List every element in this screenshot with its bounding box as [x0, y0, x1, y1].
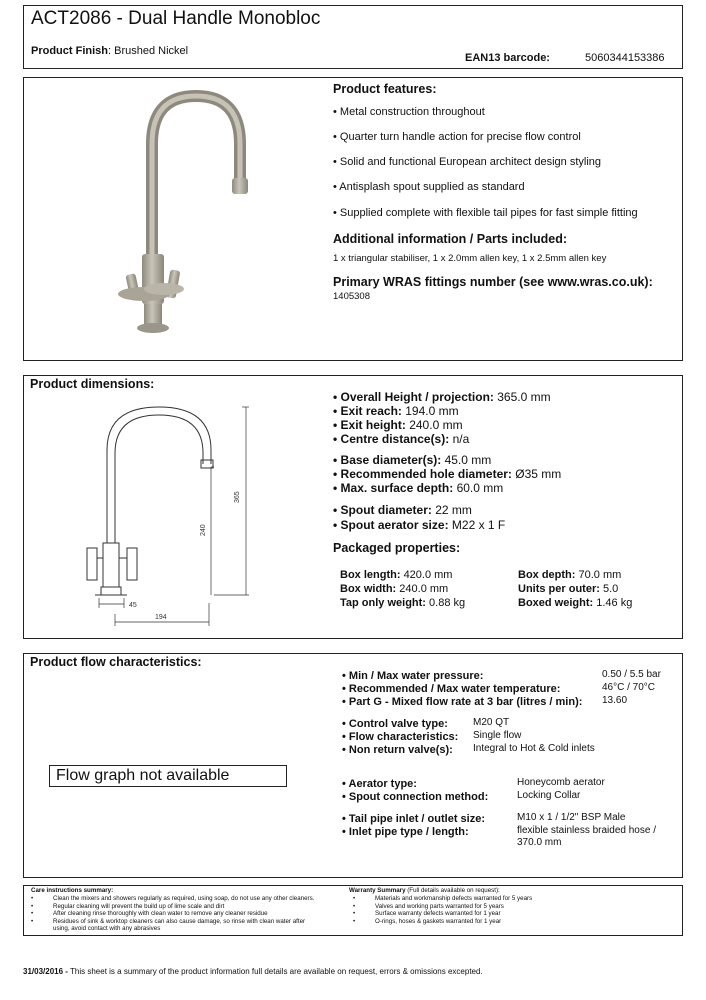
packaged-label: Tap only weight:: [340, 597, 426, 609]
bullet: •: [353, 917, 356, 925]
dimension-line: [333, 467, 561, 481]
packaged-item: [518, 583, 618, 595]
dimension-line: [333, 503, 472, 517]
dimensions-heading: Product dimensions:: [30, 377, 155, 391]
care-section: [27, 887, 347, 935]
packaged-value: 1.46 kg: [596, 597, 633, 609]
packaged-label: Boxed weight:: [518, 597, 594, 609]
list-item: • Solid and functional European architect design styling: [333, 156, 602, 168]
list-item: • Antisplash spout supplied as standard: [333, 181, 525, 193]
flow-row: [342, 744, 453, 756]
dimension-label: • Overall Height / projection:: [333, 390, 494, 404]
wras-number: 1405308: [333, 291, 370, 302]
additional-info-text: 1 x triangular stabiliser, 1 x 2.0mm allen key, 1 x 2.5mm allen key: [333, 253, 607, 264]
bullet: •: [31, 895, 34, 902]
dimension-label: • Spout aerator size:: [333, 518, 449, 532]
dimension-line: [333, 390, 551, 404]
product-title: ACT2086 - Dual Handle Monobloc: [31, 8, 321, 29]
packaged-label: Box depth:: [518, 569, 576, 581]
list-item-text: O-rings, hoses & gaskets warranted for 1 year: [375, 917, 502, 925]
packaged-label: Units per outer:: [518, 583, 600, 595]
dimension-label: • Base diameter(s):: [333, 453, 442, 467]
dimensions-box: [23, 375, 683, 639]
dimension-label: • Spout diameter:: [333, 503, 432, 517]
dimension-line: [333, 518, 505, 532]
dimension-label: • Exit height:: [333, 418, 406, 432]
flow-value: 46°C / 70°C: [602, 682, 656, 693]
wras-heading: Primary WRAS fittings number (see www.wras.co.uk):: [333, 275, 653, 289]
flow-row: [342, 731, 458, 743]
list-item-text: After cleaning rinse thoroughly with clean water to remove any cleaner residue: [53, 910, 268, 918]
packaged-label: Box width:: [340, 583, 397, 595]
list-item-text: Residues of sink & worktop cleaners can also cause damage, so rinse with clean water after: [53, 917, 306, 925]
bullet: •: [31, 910, 34, 918]
care-warranty-box: [23, 885, 683, 936]
dimension-label: • Exit reach:: [333, 404, 402, 418]
flow-value: Honeycomb aerator: [517, 777, 605, 788]
list-item-text: Clean the mixers and showers regularly as required, using soap, do not use any other cleaners.: [53, 895, 315, 902]
footer-note: [23, 967, 483, 976]
flow-label: • Inlet pipe type / length:: [342, 826, 469, 838]
barcode-value: 5060344153386: [585, 52, 665, 64]
flow-graph-placeholder: Flow graph not available: [49, 765, 287, 787]
flow-label: • Flow characteristics:: [342, 731, 459, 743]
packaged-item: [340, 597, 465, 609]
dimension-value: 365.0 mm: [493, 390, 551, 404]
dimension-line: [333, 432, 469, 446]
flow-row: [342, 778, 417, 790]
dimension-label: • Max. surface depth:: [333, 481, 454, 495]
product-finish: [31, 45, 188, 57]
packaged-item: [518, 597, 632, 609]
dimension-value: n/a: [449, 432, 470, 446]
care-heading: Care instructions summary:: [31, 887, 114, 894]
bullet: •: [353, 895, 356, 902]
dimension-drawing: [79, 398, 319, 638]
packaged-value: 240.0 mm: [399, 583, 449, 595]
flow-value: flexible stainless braided hose /: [517, 825, 656, 836]
list-item-text: Valves and working parts warranted for 5 years: [375, 902, 504, 910]
packaged-item: [340, 583, 448, 595]
dimension-label: • Recommended hole diameter:: [333, 467, 512, 481]
list-item: • Quarter turn handle action for precise flow control: [333, 131, 581, 143]
dimension-value: 60.0 mm: [453, 481, 504, 495]
dim-label-base: 45: [129, 602, 137, 609]
features-heading: Product features:: [333, 82, 437, 96]
dimension-line: [333, 418, 463, 432]
dimension-value: 240.0 mm: [405, 418, 463, 432]
dimension-value: 45.0 mm: [441, 453, 492, 467]
warranty-note: (Full details available on request):: [405, 887, 500, 894]
barcode-label: EAN13 barcode:: [465, 52, 550, 64]
flow-value: 13.60: [602, 695, 628, 706]
warranty-heading: Warranty Summary: [349, 887, 406, 894]
header-box: [23, 5, 683, 69]
dimension-value: 194.0 mm: [401, 404, 459, 418]
list-item: • Metal construction throughout: [333, 106, 485, 118]
footer-date: 31/03/2016 -: [23, 967, 68, 976]
flow-row: [342, 826, 469, 838]
dimension-line: [333, 453, 491, 467]
flow-box: [23, 653, 683, 878]
warranty-section: [349, 887, 679, 935]
flow-label: • Recommended / Max water temperature:: [342, 683, 561, 695]
dimension-value: 22 mm: [431, 503, 472, 517]
care-continuation: using, avoid contact with any abrasives: [53, 925, 161, 933]
flow-value: 0.50 / 5.5 bar: [602, 669, 661, 680]
packaged-value: 420.0 mm: [403, 569, 453, 581]
flow-value: Locking Collar: [517, 790, 581, 801]
flow-row: [342, 683, 560, 695]
list-item-text: Materials and workmanship defects warranted for 5 years: [375, 895, 533, 902]
footer-text: This sheet is a summary of the product information full details are available on request, errors & omissions excepted.: [67, 967, 483, 976]
bullet: •: [353, 910, 356, 918]
dim-label-reach: 194: [155, 614, 167, 621]
bullet: •: [353, 902, 356, 910]
flow-label: • Tail pipe inlet / outlet size:: [342, 813, 485, 825]
finish-value: : Brushed Nickel: [108, 45, 189, 57]
flow-label: • Aerator type:: [342, 778, 417, 790]
flow-heading: Product flow characteristics:: [30, 655, 202, 669]
dimension-label: • Centre distance(s):: [333, 432, 450, 446]
flow-value: M10 x 1 / 1/2" BSP Male: [517, 812, 626, 823]
flow-value: Integral to Hot & Cold inlets: [473, 743, 595, 754]
flow-label: • Min / Max water pressure:: [342, 670, 484, 682]
flow-row: [342, 670, 483, 682]
packaged-value: 0.88 kg: [429, 597, 466, 609]
flow-row: [342, 791, 488, 803]
flow-row: [342, 718, 448, 730]
dimension-value: M22 x 1 F: [448, 518, 506, 532]
warranty-heading-line: [349, 887, 500, 895]
list-item: • Supplied complete with flexible tail pipes for fast simple fitting: [333, 207, 638, 219]
flow-label: • Control valve type:: [342, 718, 448, 730]
dim-label-exit-height: 240: [200, 524, 207, 536]
packaged-item: [518, 569, 621, 581]
flow-label: • Non return valve(s):: [342, 744, 453, 756]
flow-value-continuation: 370.0 mm: [517, 837, 562, 848]
bullet: •: [31, 917, 34, 925]
list-item-text: Regular cleaning will prevent the build up of lime scale and dirt: [53, 902, 225, 910]
dimension-line: [333, 481, 503, 495]
flow-value: M20 QT: [473, 717, 510, 728]
tap-image: [84, 84, 284, 354]
flow-row: [342, 813, 485, 825]
finish-label: Product Finish: [31, 45, 108, 57]
dimension-value: Ø35 mm: [511, 467, 562, 481]
dimension-line: [333, 404, 459, 418]
packaged-label: Box length:: [340, 569, 401, 581]
dim-label-height: 365: [234, 491, 241, 503]
features-box: [23, 77, 683, 361]
flow-label: • Spout connection method:: [342, 791, 489, 803]
additional-info-heading: Additional information / Parts included:: [333, 232, 568, 246]
flow-row: [342, 696, 582, 708]
bullet: •: [31, 902, 34, 910]
packaged-value: 70.0 mm: [578, 569, 622, 581]
flow-label: • Part G - Mixed flow rate at 3 bar (litres / min):: [342, 696, 583, 708]
packaged-item: [340, 569, 452, 581]
packaged-heading: Packaged properties:: [333, 541, 461, 555]
flow-value: Single flow: [473, 730, 522, 741]
packaged-value: 5.0: [602, 583, 619, 595]
list-item-text: Surface warranty defects warranted for 1 year: [375, 910, 501, 918]
